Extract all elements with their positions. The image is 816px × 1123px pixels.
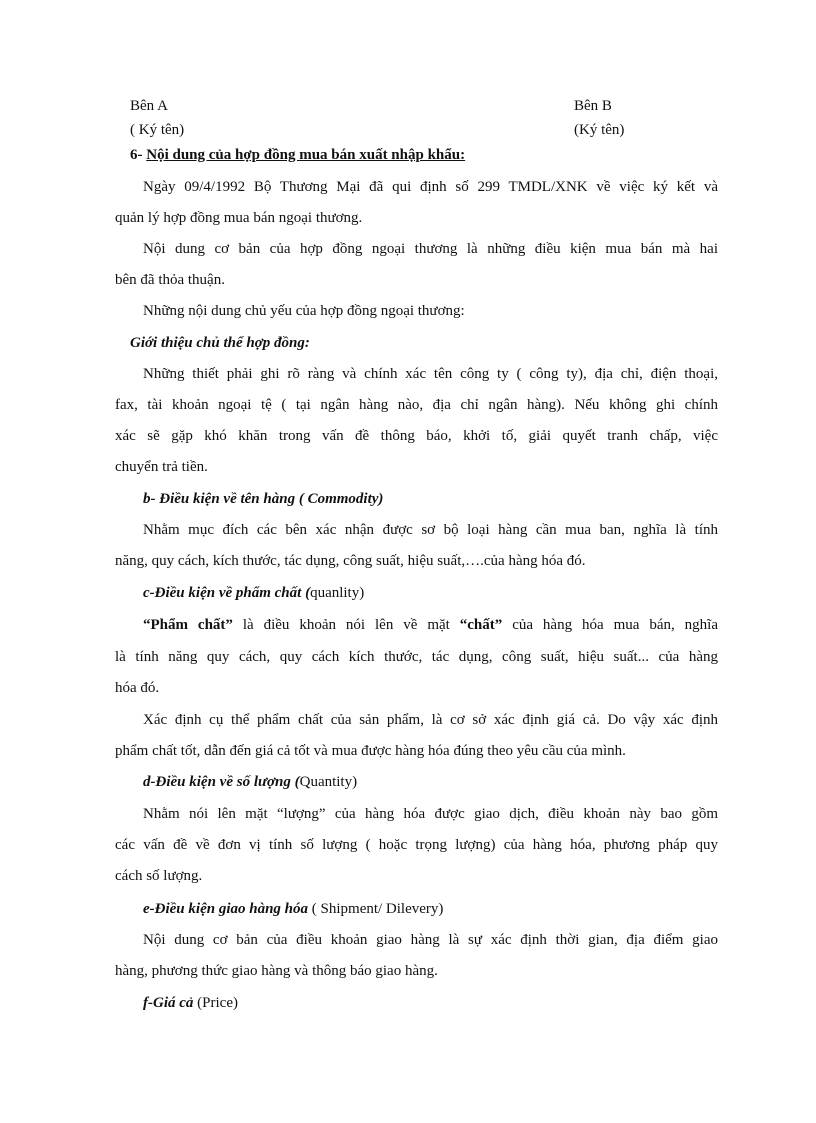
quality-heading [143,583,364,603]
shipment-heading [143,899,443,919]
quality-term-chat: “chất” [459,617,503,633]
quantity-heading [143,772,357,792]
intro-line-2: fax, tài khoản ngoại tệ ( tại ngân hàng nào, địa chỉ ngân hàng). Nếu không ghi chính [115,397,718,413]
quantity-heading-rest: Quantity) [299,774,358,790]
shipment-heading-rest: ( Shipment/ Dilevery) [308,901,444,917]
party-b-label: Bên B [574,98,612,114]
quality-line-2: là tính năng quy cách, quy cách kích thước, tác dụng, công suất, hiệu suất... của hàng [115,649,718,665]
shipment-line-2: hàng, phương thức giao hàng và thông báo giao hàng. [115,963,438,979]
paragraph-2-line-1: Nội dung cơ bản của hợp đồng ngoại thương là những điều kiện mua bán mà hai [143,241,718,257]
intro-line-4: chuyển trả tiền. [115,459,208,475]
price-heading-bold: f-Giá cả [143,995,194,1011]
section-title-text: Nội dung của hợp đồng mua bán xuất nhập khẩu: [146,147,466,163]
intro-heading: Giới thiệu chủ thể hợp đồng: [130,335,310,351]
quality-paragraph-2-line-1: Xác định cụ thể phẩm chất của sản phẩm, là cơ sở xác định giá cả. Do vậy xác định [143,712,718,728]
quantity-line-3: cách số lượng. [115,868,203,884]
quality-line-3: hóa đó. [115,680,160,696]
quality-term-pham-chat: “Phẩm chất” [143,617,233,633]
quality-line-1-text-b: của hàng hóa mua bán, nghĩa [502,617,718,633]
quantity-line-2: các vấn đề về đơn vị tính số lượng ( hoặc trọng lượng) của hàng hóa, phương pháp quy [115,837,718,853]
section-title [130,145,465,165]
section-number: 6- [130,147,147,163]
commodity-line-2: năng, quy cách, kích thước, tác dụng, công suất, hiệu suất,….của hàng hóa đó. [115,553,586,569]
price-heading-rest: (Price) [193,995,238,1011]
paragraph-2-line-2: bên đã thỏa thuận. [115,272,225,288]
paragraph-1-line-2: quản lý hợp đồng mua bán ngoại thương. [115,210,363,226]
shipment-line-1: Nội dung cơ bản của điều khoản giao hàng là sự xác định thời gian, địa điểm giao [143,932,718,948]
intro-line-1: Những thiết phải ghi rõ ràng và chính xác tên công ty ( công ty), địa chỉ, điện thoại, [143,366,718,382]
party-a-signature: ( Ký tên) [130,122,185,138]
quality-paragraph-2-line-2: phẩm chất tốt, dẫn đến giá cả tốt và mua được hàng hóa đúng theo yêu cầu của mình. [115,743,626,759]
shipment-heading-bold: e-Điều kiện giao hàng hóa [143,901,309,917]
commodity-line-1: Nhằm mục đích các bên xác nhận được sơ bộ loại hàng cần mua ban, nghĩa là tính [143,522,718,538]
party-a-label: Bên A [130,98,168,114]
quality-heading-rest: quanlity) [310,585,365,601]
paragraph-1-line-1: Ngày 09/4/1992 Bộ Thương Mại đã qui định số 299 TMDL/XNK về việc ký kết và [143,179,718,195]
commodity-heading: b- Điều kiện về tên hàng ( Commodity) [143,491,384,507]
intro-line-3: xác sẽ gặp khó khăn trong vấn đề thông báo, khởi tố, giải quyết tranh chấp, việc [115,428,718,444]
paragraph-3-line-1: Những nội dung chủ yếu của hợp đồng ngoại thương: [143,303,465,319]
price-heading [143,993,238,1013]
party-b-signature: (Ký tên) [574,122,625,138]
quality-heading-bold: c-Điều kiện về phẩm chất ( [143,585,311,601]
quantity-heading-bold: d-Điều kiện về số lượng ( [143,774,300,790]
quality-line-1 [143,615,718,635]
quality-line-1-text-a: là điều khoản nói lên về mặt [232,617,460,633]
quantity-line-1: Nhằm nói lên mặt “lượng” của hàng hóa được giao dịch, điều khoản này bao gồm [143,806,718,822]
